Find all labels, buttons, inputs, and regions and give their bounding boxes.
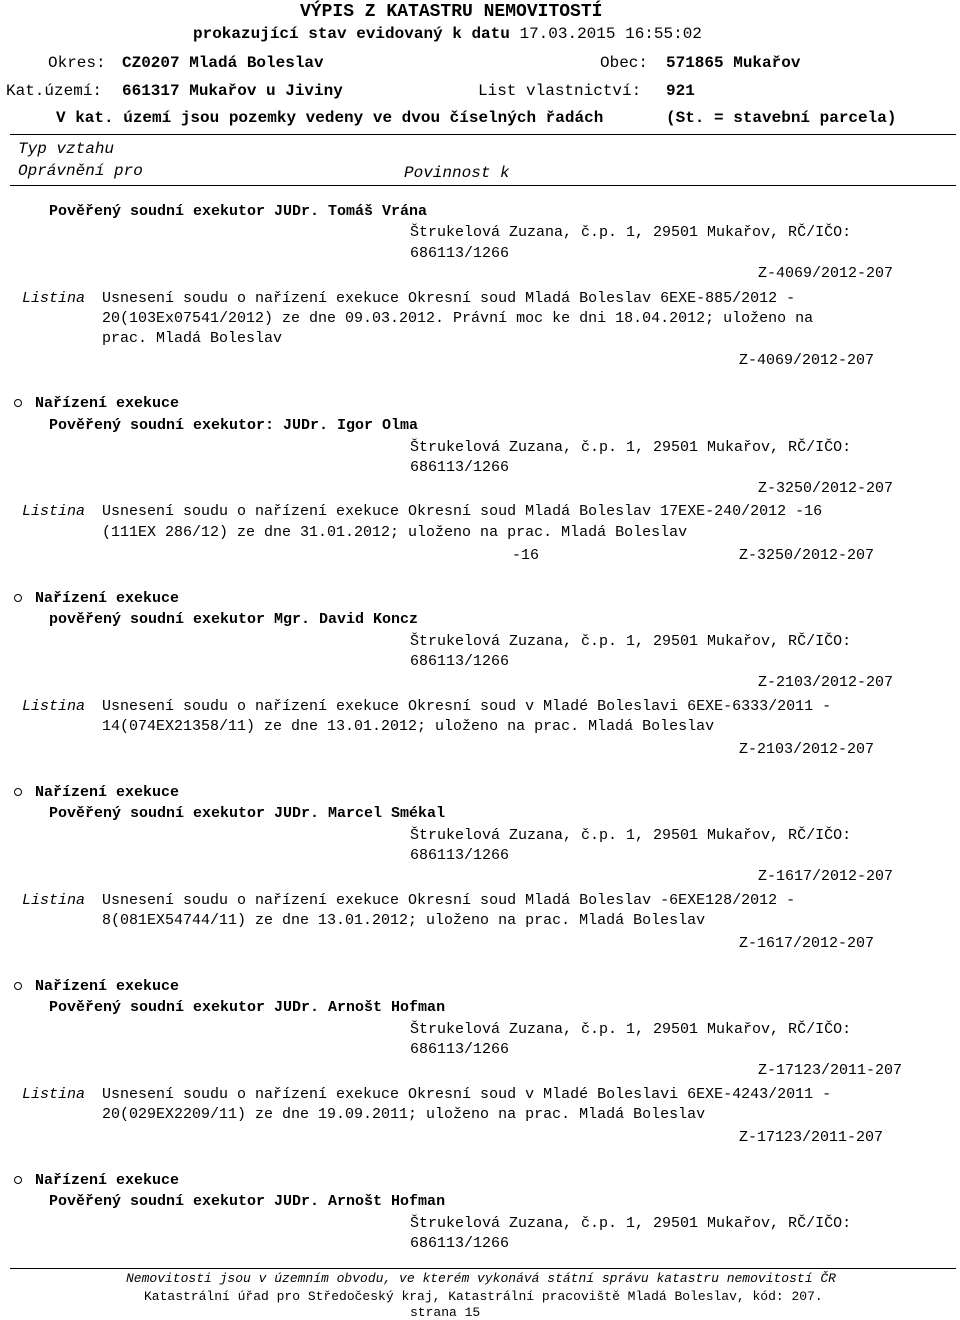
- executor-text: Pověřený soudní exekutor JUDr. Arnošt Hofman: [49, 999, 446, 1016]
- owner-ico: 686113/1266: [410, 245, 510, 262]
- listina-label: Listina: [22, 698, 86, 715]
- obec-value: 571865 Mukařov: [666, 54, 801, 72]
- executor-text: Pověřený soudní exekutor: JUDr. Igor Olma: [49, 417, 419, 434]
- listina-label: Listina: [22, 892, 86, 909]
- entry-title: Nařízení exekuce: [35, 395, 180, 412]
- columns-divider: [10, 185, 956, 186]
- z-reference: Z-17123/2011-207: [758, 1062, 903, 1079]
- listina-line: 20(103Ex07541/2012) ze dne 09.03.2012. Právní moc ke dni 18.04.2012; uloženo na: [102, 310, 814, 327]
- listina-line: Usnesení soudu o nařízení exekuce Okresní soud v Mladé Boleslavi 6EXE-6333/2011 -: [102, 698, 832, 715]
- page-number: strana 15: [410, 1305, 481, 1320]
- z-reference: Z-3250/2012-207: [758, 480, 894, 497]
- footer-divider: [10, 1268, 956, 1269]
- z-reference: Z-4069/2012-207: [739, 352, 875, 369]
- z-reference: Z-1617/2012-207: [739, 935, 875, 952]
- column-povinnost-k: Povinnost k: [404, 164, 510, 182]
- executor-text: Pověřený soudní exekutor JUDr. Arnošt Hofman: [49, 1193, 446, 1210]
- listina-line: (111EX 286/12) ze dne 31.01.2012; uloženo na prac. Mladá Boleslav: [102, 524, 688, 541]
- bullet-icon: [14, 594, 22, 602]
- owner-ico: 686113/1266: [410, 1041, 510, 1058]
- listina-line: prac. Mladá Boleslav: [102, 330, 283, 347]
- z-reference: Z-2103/2012-207: [739, 741, 875, 758]
- footer-line-2: Katastrální úřad pro Středočeský kraj, Katastrální pracoviště Mladá Boleslav, kód: 207.: [144, 1289, 823, 1304]
- listina-line: 14(074EX21358/11) ze dne 13.01.2012; uloženo na prac. Mladá Boleslav: [102, 718, 715, 735]
- entry-title: Nařízení exekuce: [35, 784, 180, 801]
- footer-line-1: Nemovitosti jsou v územním obvodu, ve kterém vykonává státní správu katastru nemovitostí ČR: [126, 1271, 836, 1286]
- listina-line: Usnesení soudu o nařízení exekuce Okresní soud Mladá Boleslav -6EXE128/2012 -: [102, 892, 796, 909]
- listina-line: 8(081EX54744/11) ze dne 13.01.2012; uloženo na prac. Mladá Boleslav: [102, 912, 706, 929]
- katuzemi-value: 661317 Mukařov u Jiviny: [122, 82, 343, 100]
- owner-address: Štrukelová Zuzana, č.p. 1, 29501 Mukařov, RČ/IČO:: [410, 224, 852, 241]
- owner-address: Štrukelová Zuzana, č.p. 1, 29501 Mukařov, RČ/IČO:: [410, 827, 852, 844]
- listina-line: 20(029EX2209/11) ze dne 19.09.2011; uloženo na prac. Mladá Boleslav: [102, 1106, 706, 1123]
- owner-ico: 686113/1266: [410, 459, 510, 476]
- okres-label: Okres:: [48, 54, 106, 72]
- column-opravneni-pro: Oprávnění pro: [18, 162, 143, 180]
- listina-label: Listina: [22, 503, 86, 520]
- document-title: VÝPIS Z KATASTRU NEMOVITOSTÍ: [300, 2, 603, 22]
- entry-title: Nařízení exekuce: [35, 590, 180, 607]
- executor-text: Pověřený soudní exekutor JUDr. Marcel Smékal: [49, 805, 446, 822]
- header-divider: [10, 134, 956, 135]
- okres-value: CZ0207 Mladá Boleslav: [122, 54, 324, 72]
- owner-ico: 686113/1266: [410, 847, 510, 864]
- listina-line: Usnesení soudu o nařízení exekuce Okresní soud Mladá Boleslav 6EXE-885/2012 -: [102, 290, 796, 307]
- entry-title: Nařízení exekuce: [35, 978, 180, 995]
- listina-line: Usnesení soudu o nařízení exekuce Okresní soud v Mladé Boleslavi 6EXE-4243/2011 -: [102, 1086, 832, 1103]
- z-reference: Z-4069/2012-207: [758, 265, 894, 282]
- parcel-numbering-note: V kat. území jsou pozemky vedeny ve dvou číselných řadách: [56, 109, 604, 127]
- z-reference: Z-3250/2012-207: [739, 547, 875, 564]
- executor-text: pověřený soudní exekutor Mgr. David Koncz: [49, 611, 419, 628]
- entry-title: Nařízení exekuce: [35, 1172, 180, 1189]
- owner-ico: 686113/1266: [410, 653, 510, 670]
- subtitle-date: 17.03.2015 16:55:02: [519, 25, 702, 43]
- bullet-icon: [14, 399, 22, 407]
- listina-label: Listina: [22, 1086, 86, 1103]
- bullet-icon: [14, 982, 22, 990]
- listina-label: Listina: [22, 290, 86, 307]
- list-vlastnictvi-value: 921: [666, 82, 695, 100]
- document-subtitle: [193, 26, 702, 42]
- listina-extra: -16: [512, 547, 540, 564]
- owner-ico: 686113/1266: [410, 1235, 510, 1252]
- subtitle-prefix: prokazující stav evidovaný k datu: [193, 25, 510, 43]
- list-vlastnictvi-label: List vlastnictví:: [478, 82, 642, 100]
- z-reference: Z-1617/2012-207: [758, 868, 894, 885]
- z-reference: Z-17123/2011-207: [739, 1129, 884, 1146]
- katuzemi-label: Kat.území:: [6, 82, 103, 100]
- listina-line: Usnesení soudu o nařízení exekuce Okresní soud Mladá Boleslav 17EXE-240/2012 -16: [102, 503, 823, 520]
- obec-label: Obec:: [600, 54, 649, 72]
- bullet-icon: [14, 1176, 22, 1184]
- owner-address: Štrukelová Zuzana, č.p. 1, 29501 Mukařov, RČ/IČO:: [410, 439, 852, 456]
- z-reference: Z-2103/2012-207: [758, 674, 894, 691]
- parcel-legend-note: (St. = stavební parcela): [666, 109, 897, 127]
- owner-address: Štrukelová Zuzana, č.p. 1, 29501 Mukařov, RČ/IČO:: [410, 1021, 852, 1038]
- column-typ-vztahu: Typ vztahu: [18, 140, 115, 158]
- bullet-icon: [14, 788, 22, 796]
- executor-text: Pověřený soudní exekutor JUDr. Tomáš Vrána: [49, 203, 428, 220]
- owner-address: Štrukelová Zuzana, č.p. 1, 29501 Mukařov, RČ/IČO:: [410, 633, 852, 650]
- owner-address: Štrukelová Zuzana, č.p. 1, 29501 Mukařov, RČ/IČO:: [410, 1215, 852, 1232]
